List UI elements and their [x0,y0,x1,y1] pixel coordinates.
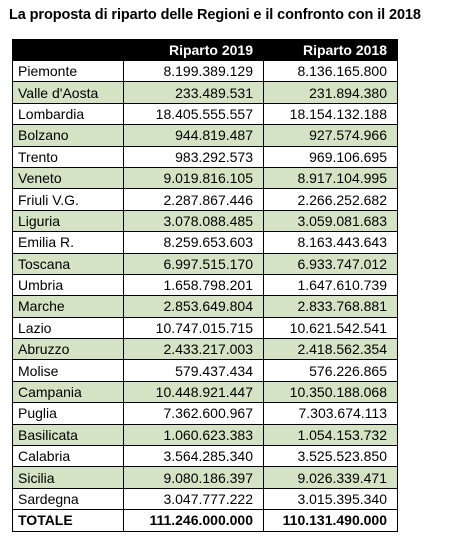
riparto-2018-cell: 8.163.443.643 [264,232,398,253]
table-header-row [13,40,398,61]
riparto-2018-cell: 3.525.523.850 [264,446,398,467]
region-name-cell: Campania [13,381,124,402]
riparto-2019-cell: 233.489.531 [124,82,264,103]
region-name-cell: Piemonte [13,61,124,82]
header-riparto-2019: Riparto 2019 [124,40,264,61]
riparto-2018-cell: 2.418.562.354 [264,339,398,360]
riparto-2018-cell: 6.933.747.012 [264,253,398,274]
header-region [13,40,124,61]
riparto-2019-cell: 579.437.434 [124,360,264,381]
riparto-2019-cell: 18.405.555.557 [124,103,264,124]
riparto-2018-cell: 969.106.695 [264,146,398,167]
table-row [13,488,398,509]
riparto-2018-cell: 10.350.188.068 [264,381,398,402]
table-row [13,403,398,424]
table-row [13,167,398,188]
region-name-cell: Puglia [13,403,124,424]
region-name-cell: Veneto [13,167,124,188]
table-row [13,61,398,82]
region-name-cell: Basilicata [13,424,124,445]
riparto-2018-cell: 2.833.768.881 [264,296,398,317]
riparto-2019-cell: 10.448.921.447 [124,381,264,402]
table-title: La proposta di riparto delle Regioni e il confronto con il 2018 [9,7,421,23]
riparto-2019-cell: 3.047.777.222 [124,488,264,509]
region-name-cell: Emilia R. [13,232,124,253]
riparto-2019-cell: 9.019.816.105 [124,167,264,188]
total-2019-cell: 111.246.000.000 [124,510,264,531]
table-row [13,146,398,167]
riparto-2019-cell: 10.747.015.715 [124,317,264,338]
riparto-2019-cell: 2.287.867.446 [124,189,264,210]
region-name-cell: Lazio [13,317,124,338]
header-riparto-2018: Riparto 2018 [264,40,398,61]
region-name-cell: Abruzzo [13,339,124,360]
region-name-cell: Calabria [13,446,124,467]
table-row [13,125,398,146]
riparto-2019-cell: 1.658.798.201 [124,274,264,295]
riparto-2019-cell: 3.564.285.340 [124,446,264,467]
riparto-2018-cell: 8.136.165.800 [264,61,398,82]
table-row [13,103,398,124]
table-row [13,446,398,467]
table-body [13,61,398,532]
region-name-cell: Trento [13,146,124,167]
riparto-2018-cell: 2.266.252.682 [264,189,398,210]
region-name-cell: Friuli V.G. [13,189,124,210]
regional-allocation-table [12,39,398,532]
riparto-2019-cell: 2.433.217.003 [124,339,264,360]
total-2018-cell: 110.131.490.000 [264,510,398,531]
riparto-2018-cell: 9.026.339.471 [264,467,398,488]
region-name-cell: Lombardia [13,103,124,124]
table-row [13,210,398,231]
region-name-cell: Molise [13,360,124,381]
riparto-2018-cell: 576.226.865 [264,360,398,381]
table-row [13,339,398,360]
total-label-cell: TOTALE [13,510,124,531]
region-name-cell: Umbria [13,274,124,295]
riparto-2018-cell: 7.303.674.113 [264,403,398,424]
riparto-2019-cell: 2.853.649.804 [124,296,264,317]
riparto-2019-cell: 8.259.653.603 [124,232,264,253]
riparto-2018-cell: 231.894.380 [264,82,398,103]
table-row [13,189,398,210]
region-name-cell: Bolzano [13,125,124,146]
riparto-2019-cell: 983.292.573 [124,146,264,167]
region-name-cell: Valle d'Aosta [13,82,124,103]
region-name-cell: Sardegna [13,488,124,509]
table-row [13,82,398,103]
riparto-2019-cell: 3.078.088.485 [124,210,264,231]
riparto-2018-cell: 1.647.610.739 [264,274,398,295]
riparto-2018-cell: 3.059.081.683 [264,210,398,231]
riparto-2018-cell: 3.015.395.340 [264,488,398,509]
table-row [13,381,398,402]
table-row [13,274,398,295]
riparto-2018-cell: 927.574.966 [264,125,398,146]
riparto-2018-cell: 10.621.542.541 [264,317,398,338]
riparto-2019-cell: 1.060.623.383 [124,424,264,445]
riparto-2019-cell: 944.819.487 [124,125,264,146]
table-row [13,424,398,445]
riparto-2019-cell: 9.080.186.397 [124,467,264,488]
region-name-cell: Toscana [13,253,124,274]
region-name-cell: Sicilia [13,467,124,488]
region-name-cell: Liguria [13,210,124,231]
riparto-2018-cell: 18.154.132.188 [264,103,398,124]
table-row [13,253,398,274]
riparto-2018-cell: 8.917.104.995 [264,167,398,188]
total-row [13,510,398,531]
riparto-2018-cell: 1.054.153.732 [264,424,398,445]
riparto-2019-cell: 8.199.389.129 [124,61,264,82]
region-name-cell: Marche [13,296,124,317]
table-row [13,467,398,488]
table-row [13,360,398,381]
table-row [13,296,398,317]
riparto-2019-cell: 6.997.515.170 [124,253,264,274]
riparto-2019-cell: 7.362.600.967 [124,403,264,424]
table-row [13,317,398,338]
table-row [13,232,398,253]
